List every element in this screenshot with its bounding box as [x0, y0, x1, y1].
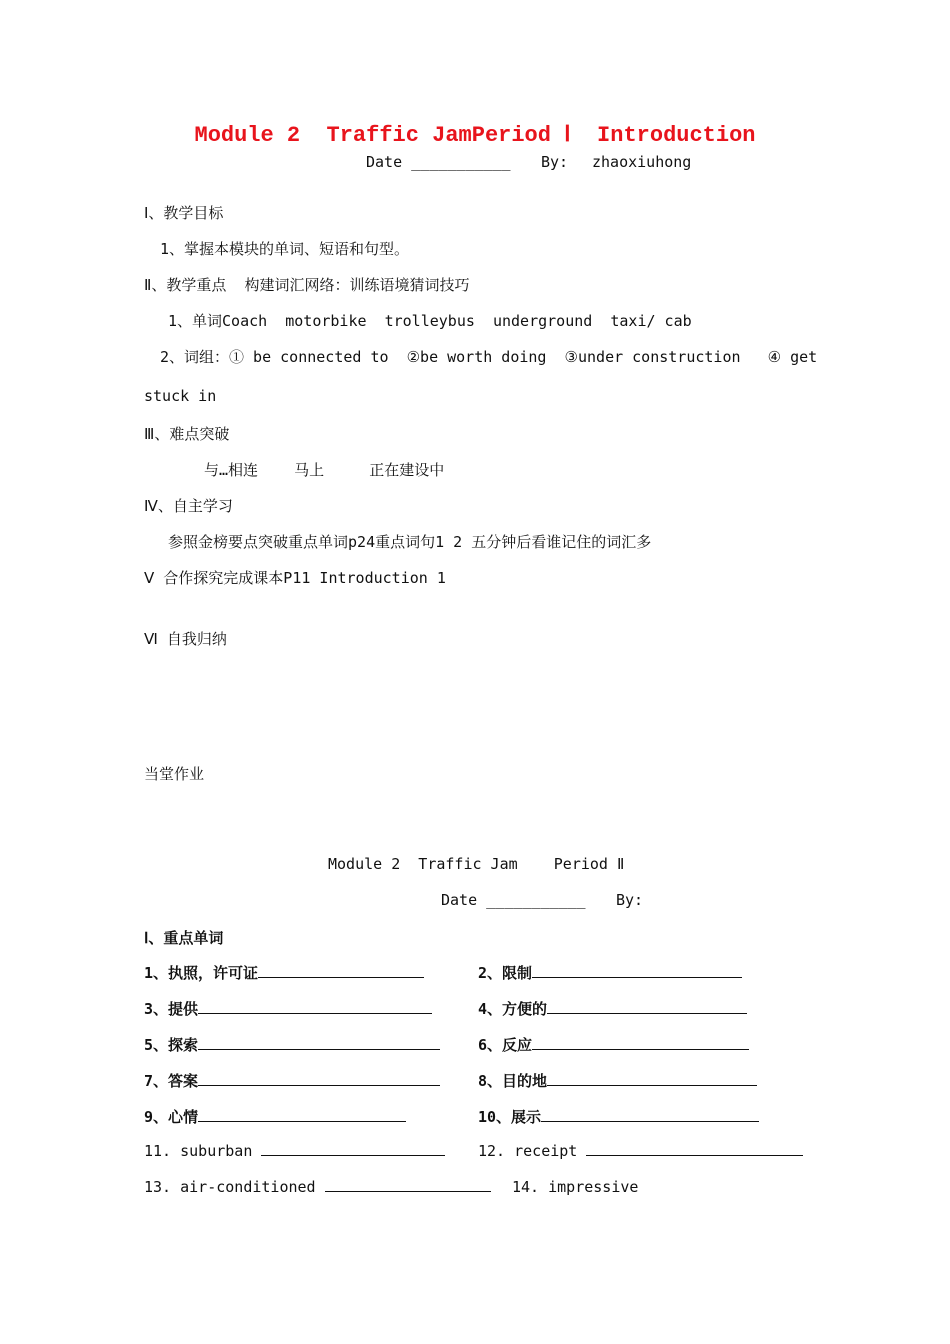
vocab-item-3: 3、提供 [144, 998, 432, 1019]
vocab-item-6: 6、反应 [478, 1034, 749, 1055]
vocab-item-13: 13. air-conditioned [144, 1178, 491, 1196]
answer-blank[interactable] [198, 1048, 440, 1050]
period2-by-label: By: [616, 891, 644, 909]
objectives-item: 1、掌握本模块的单词、短语和句型。 [160, 240, 410, 258]
homework-heading: 当堂作业 [144, 765, 205, 783]
vocab-item-8: 8、目的地 [478, 1070, 757, 1091]
vocab-item-12: 12. receipt [478, 1142, 803, 1160]
vocab-item-9: 9、心情 [144, 1106, 406, 1127]
vocab-item-7: 7、答案 [144, 1070, 440, 1091]
key-points-phrases: 2、词组：① be connected to ②be worth doing ③under construction ④ get [160, 348, 818, 366]
difficulties-item: 与…相连 马上 正在建设中 [204, 461, 445, 479]
section-cooperation-heading: Ⅴ 合作探究完成课本P11 Introduction 1 [144, 569, 446, 587]
answer-blank[interactable] [258, 976, 424, 978]
vocab-item-14: 14. impressive [512, 1178, 639, 1196]
answer-blank[interactable] [532, 976, 742, 978]
answer-blank[interactable] [325, 1190, 491, 1192]
vocab-item-5: 5、探索 [144, 1034, 440, 1055]
period1-date-label: Date ___________ [366, 153, 511, 171]
vocab-item-2: 2、限制 [478, 962, 742, 983]
answer-blank[interactable] [547, 1012, 747, 1014]
period2-title: Module 2 Traffic Jam Period Ⅱ [328, 855, 625, 873]
period1-title: Module 2 Traffic JamPeriod Ⅰ Introduction [194, 123, 756, 148]
period1-author: zhaoxiuhong [592, 153, 692, 171]
period1-by-label: By: [541, 153, 569, 171]
answer-blank[interactable] [532, 1048, 749, 1050]
vocab-item-11: 11. suburban [144, 1142, 445, 1160]
answer-blank[interactable] [261, 1154, 445, 1156]
vocab-item-4: 4、方便的 [478, 998, 747, 1019]
vocab-item-10: 10、展示 [478, 1106, 759, 1127]
key-points-phrases-continued: stuck in [144, 387, 217, 405]
vocab-item-1: 1、执照，许可证 [144, 962, 424, 983]
section-objectives-heading: Ⅰ、教学目标 [144, 204, 224, 222]
section-summary-heading: Ⅵ 自我归纳 [144, 630, 227, 648]
vocab-section-heading: Ⅰ、重点单词 [144, 929, 224, 947]
answer-blank[interactable] [198, 1120, 406, 1122]
section-difficulties-heading: Ⅲ、难点突破 [144, 425, 230, 443]
period2-date-label: Date ___________ [441, 891, 586, 909]
answer-blank[interactable] [586, 1154, 803, 1156]
answer-blank[interactable] [198, 1084, 440, 1086]
answer-blank[interactable] [547, 1084, 757, 1086]
key-points-words: 1、单词Coach motorbike trolleybus underground taxi/ cab [168, 312, 692, 330]
answer-blank[interactable] [541, 1120, 759, 1122]
section-self-study-heading: Ⅳ、自主学习 [144, 497, 233, 515]
answer-blank[interactable] [198, 1012, 432, 1014]
self-study-item: 参照金榜要点突破重点单词p24重点词句1 2 五分钟后看谁记住的词汇多 [168, 533, 652, 551]
section-key-points-heading: Ⅱ、教学重点 构建词汇网络：训练语境猜词技巧 [144, 276, 470, 294]
